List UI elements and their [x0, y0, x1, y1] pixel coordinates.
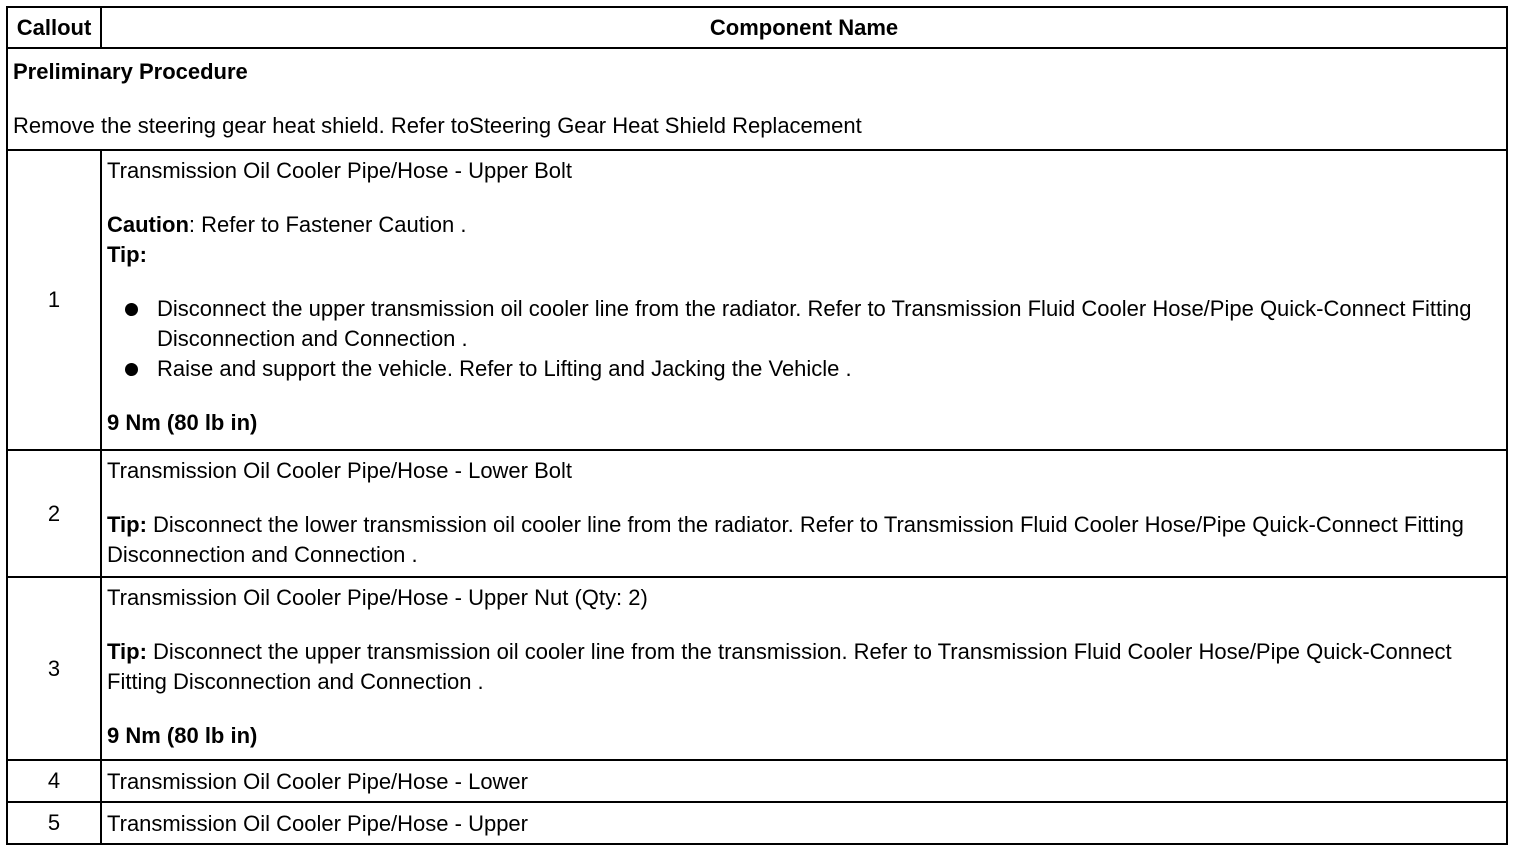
tip-text: Disconnect the lower transmission oil cooler line from the radiator. Refer to Transmission Fluid Cooler Hose/Pipe Quick-Connect Fitting Disconnection and Connection . — [107, 512, 1464, 567]
table-row — [7, 802, 1507, 844]
callout-2: 2 — [7, 450, 101, 577]
tip-label: Tip: — [107, 639, 147, 664]
callout-4: 4 — [7, 760, 101, 802]
tip-label: Tip: — [107, 512, 147, 537]
component-name-3: Transmission Oil Cooler Pipe/Hose - Upper Nut (Qty: 2) — [107, 585, 648, 610]
bullet-icon — [125, 363, 138, 376]
callout-1: 1 — [7, 150, 101, 450]
table-header-row — [7, 7, 1507, 48]
procedure-table — [6, 6, 1508, 845]
caution-text: : Refer to Fastener Caution . — [188, 212, 467, 237]
tip-item — [107, 354, 1501, 384]
component-name-5: Transmission Oil Cooler Pipe/Hose - Upper — [107, 811, 528, 836]
callout-5: 5 — [7, 802, 101, 844]
tip-paragraph-2 — [107, 510, 1501, 570]
tip-label-1: Tip: — [107, 242, 147, 267]
table-row — [7, 577, 1507, 760]
tip-text: Disconnect the upper transmission oil cooler line from the transmission. Refer to Transmission Fluid Cooler Hose/Pipe Quick-Connect Fitting Disconnection and Connection . — [107, 639, 1452, 694]
component-name-4: Transmission Oil Cooler Pipe/Hose - Lower — [107, 769, 528, 794]
preliminary-text: Remove the steering gear heat shield. Refer toSteering Gear Heat Shield Replacement — [13, 113, 862, 138]
torque-spec-1: 9 Nm (80 lb in) — [107, 410, 258, 435]
tip-paragraph-3 — [107, 637, 1501, 697]
table-row — [7, 150, 1507, 450]
torque-spec-3: 9 Nm (80 lb in) — [107, 723, 258, 748]
component-name-1: Transmission Oil Cooler Pipe/Hose - Upper Bolt — [107, 158, 573, 183]
tip-text: Raise and support the vehicle. Refer to Lifting and Jacking the Vehicle . — [157, 356, 852, 381]
callout-3: 3 — [7, 577, 101, 760]
tip-list — [107, 294, 1501, 384]
caution-label: Caution — [107, 212, 189, 237]
caution-line — [107, 210, 1501, 240]
tip-item — [107, 294, 1501, 354]
tip-text: Disconnect the upper transmission oil cooler line from the radiator. Refer to Transmission Fluid Cooler Hose/Pipe Quick-Connect Fitting Disconnection and Connection . — [157, 296, 1472, 351]
preliminary-title: Preliminary Procedure — [13, 59, 248, 84]
bullet-icon — [125, 303, 138, 316]
preliminary-row — [7, 48, 1507, 150]
header-callout: Callout — [7, 7, 101, 48]
component-name-2: Transmission Oil Cooler Pipe/Hose - Lower Bolt — [107, 458, 573, 483]
table-row — [7, 450, 1507, 577]
header-component-name: Component Name — [101, 7, 1507, 48]
table-row — [7, 760, 1507, 802]
